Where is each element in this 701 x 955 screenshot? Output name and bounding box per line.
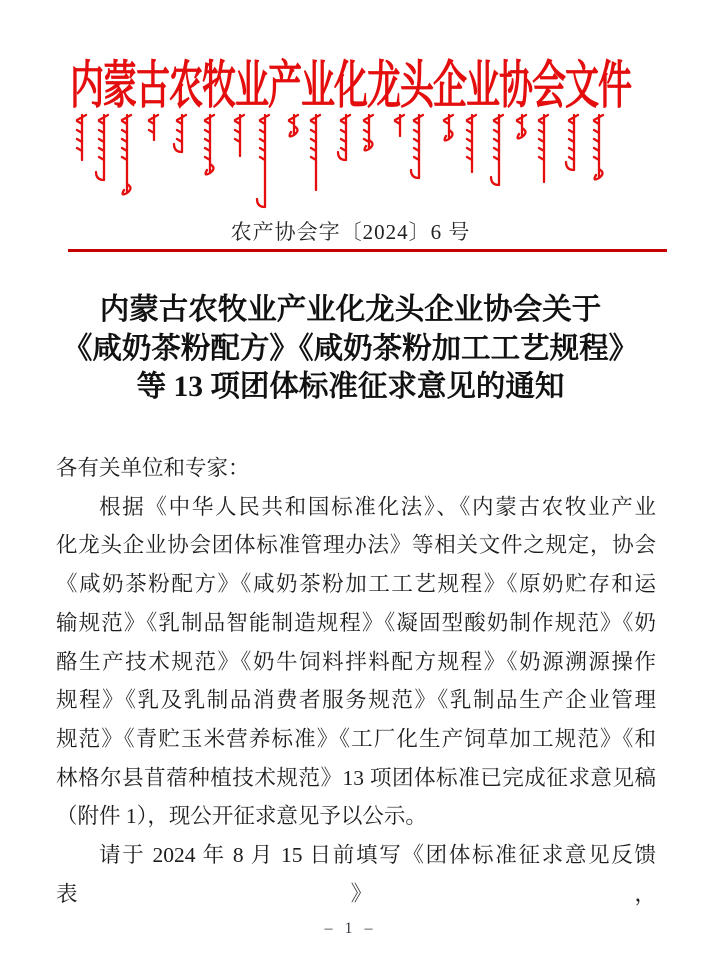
body-line: 化龙头企业协会团体标准管理办法》等相关文件之规定，协会 bbox=[56, 533, 656, 558]
page-number: – 1 – bbox=[324, 920, 377, 937]
document-title-line-1: 内蒙古农牧业产业化龙头企业协会关于 bbox=[99, 294, 602, 326]
document-title-line-2: 《咸奶茶粉配方》《咸奶茶粉加工工艺规程》 bbox=[62, 332, 639, 365]
masthead-title: 内蒙古农牧业产业化龙头企业协会文件 bbox=[70, 58, 631, 116]
document-body bbox=[56, 449, 656, 913]
body-line: 《咸奶茶粉配方》《咸奶茶粉加工工艺规程》《原奶贮存和运 bbox=[56, 572, 656, 597]
red-divider-rule bbox=[68, 249, 667, 252]
document-title bbox=[0, 291, 701, 407]
body-line: 请于 2024 年 8 月 15 日前填写《团体标准征求意见反馈表》， bbox=[56, 843, 656, 906]
mongolian-script-graphic bbox=[72, 112, 632, 212]
body-line: 林格尔县苜蓿种植技术规范》13 项团体标准已完成征求意见稿 bbox=[56, 765, 656, 790]
body-line-salutation: 各有关单位和专家： bbox=[56, 456, 250, 480]
body-line: （附件 1），现公开征求意见予以公示。 bbox=[56, 804, 427, 829]
body-line: 规程》《乳及乳制品消费者服务规范》《乳制品生产企业管理 bbox=[56, 688, 656, 713]
body-line: 输规范》《乳制品智能制造规程》《凝固型酸奶制作规范》《奶 bbox=[56, 610, 656, 635]
body-line: 根据《中华人民共和国标准化法》、《内蒙古农牧业产业 bbox=[99, 494, 656, 519]
body-line: 规范》《青贮玉米营养标准》《工厂化生产饲草加工规范》《和 bbox=[56, 726, 656, 751]
body-line: 酪生产技术规范》《奶牛饲料拌料配方规程》《奶源溯源操作 bbox=[56, 649, 656, 674]
document-title-line-3: 等 13 项团体标准征求意见的通知 bbox=[136, 371, 565, 403]
document-number: 农产协会字〔2024〕6 号 bbox=[230, 220, 471, 244]
mongolian-script-icon bbox=[72, 112, 632, 212]
